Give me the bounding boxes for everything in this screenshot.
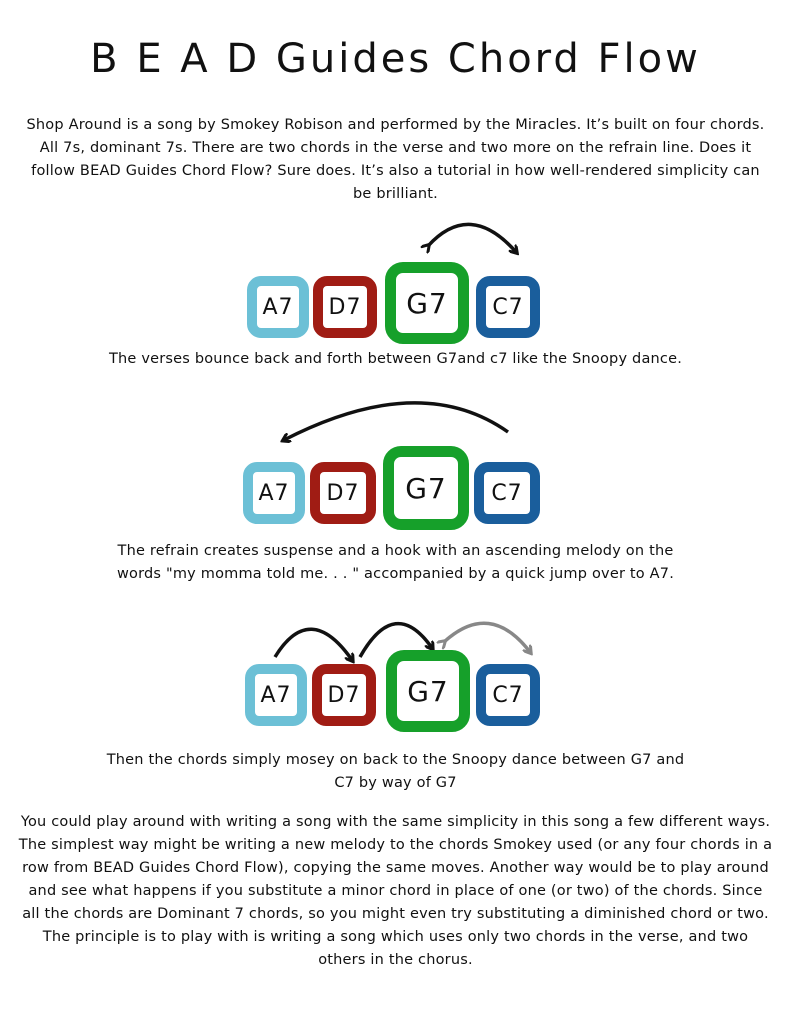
chord-box-c7 (476, 276, 540, 338)
chord-box-a7 (245, 664, 307, 726)
chord-label: G7 (405, 471, 447, 505)
diagram-2 (0, 444, 791, 544)
chord-label: G7 (407, 674, 449, 708)
chord-box-g7 (385, 262, 469, 344)
chord-box-d7 (312, 664, 376, 726)
chord-label: G7 (406, 286, 448, 320)
intro-paragraph: Shop Around is a song by Smokey Robison and performed by the Miracles. It’s built on four chords. All 7s, dominant 7s. There are two chords in the verse and two more on the refrain line. Does it follow BEAD Guides Chord Flow? Sure does. It’s also a tutorial in how well-rendered simplicity can be brilliant. (26, 117, 765, 202)
chord-box-a7 (247, 276, 309, 338)
chord-label: C7 (492, 682, 524, 708)
outro-paragraph: You could play around with writing a song with the same simplicity in this song a few different ways. The simplest way might be writing a new melody to the chords Smokey used (or any four chords in a row from BEAD Guides Chord Flow), copying the same moves. Another way would be to play around and see what happens if you substitute a minor chord in place of one (or two) of the chords. Since all the chords are Dominant 7 chords, so you might even try substituting a diminished chord or two. The principle is to play with is writing a song which uses only two chords in the verse, and two others in the chorus. (18, 814, 773, 968)
chord-box-c7 (476, 664, 540, 726)
chord-box-c7 (474, 462, 540, 524)
arrow-g7-to-c7 (428, 224, 516, 252)
chord-box-g7 (383, 446, 469, 530)
diagram-2-caption: The refrain creates suspense and a hook with an ascending melody on the words "my momma told me. . . " accompanied by a quick jump over to A7. (116, 543, 675, 582)
chord-label: C7 (492, 294, 524, 320)
diagram-3-caption: Then the chords simply mosey on back to the Snoopy dance between G7 and C7 by way of G7 (106, 752, 685, 791)
chord-label: D7 (328, 294, 362, 320)
chord-label: A7 (260, 682, 292, 708)
arrow-c7-to-a7 (284, 403, 508, 440)
chord-label: D7 (327, 682, 361, 708)
chord-box-g7 (386, 650, 470, 732)
diagram-1 (0, 260, 791, 360)
chord-label: D7 (326, 480, 360, 506)
diagram-3 (0, 650, 791, 750)
arrow-g7-c7-gray (444, 623, 530, 652)
chord-box-d7 (310, 462, 376, 524)
chord-box-a7 (243, 462, 305, 524)
page-title: B E A D Guides Chord Flow (90, 36, 701, 82)
chord-label: A7 (258, 480, 290, 506)
chord-label: A7 (262, 294, 294, 320)
diagram-1-caption: The verses bounce back and forth between G7and c7 like the Snoopy dance. (108, 351, 683, 367)
chord-box-d7 (313, 276, 377, 338)
chord-label: C7 (491, 480, 523, 506)
